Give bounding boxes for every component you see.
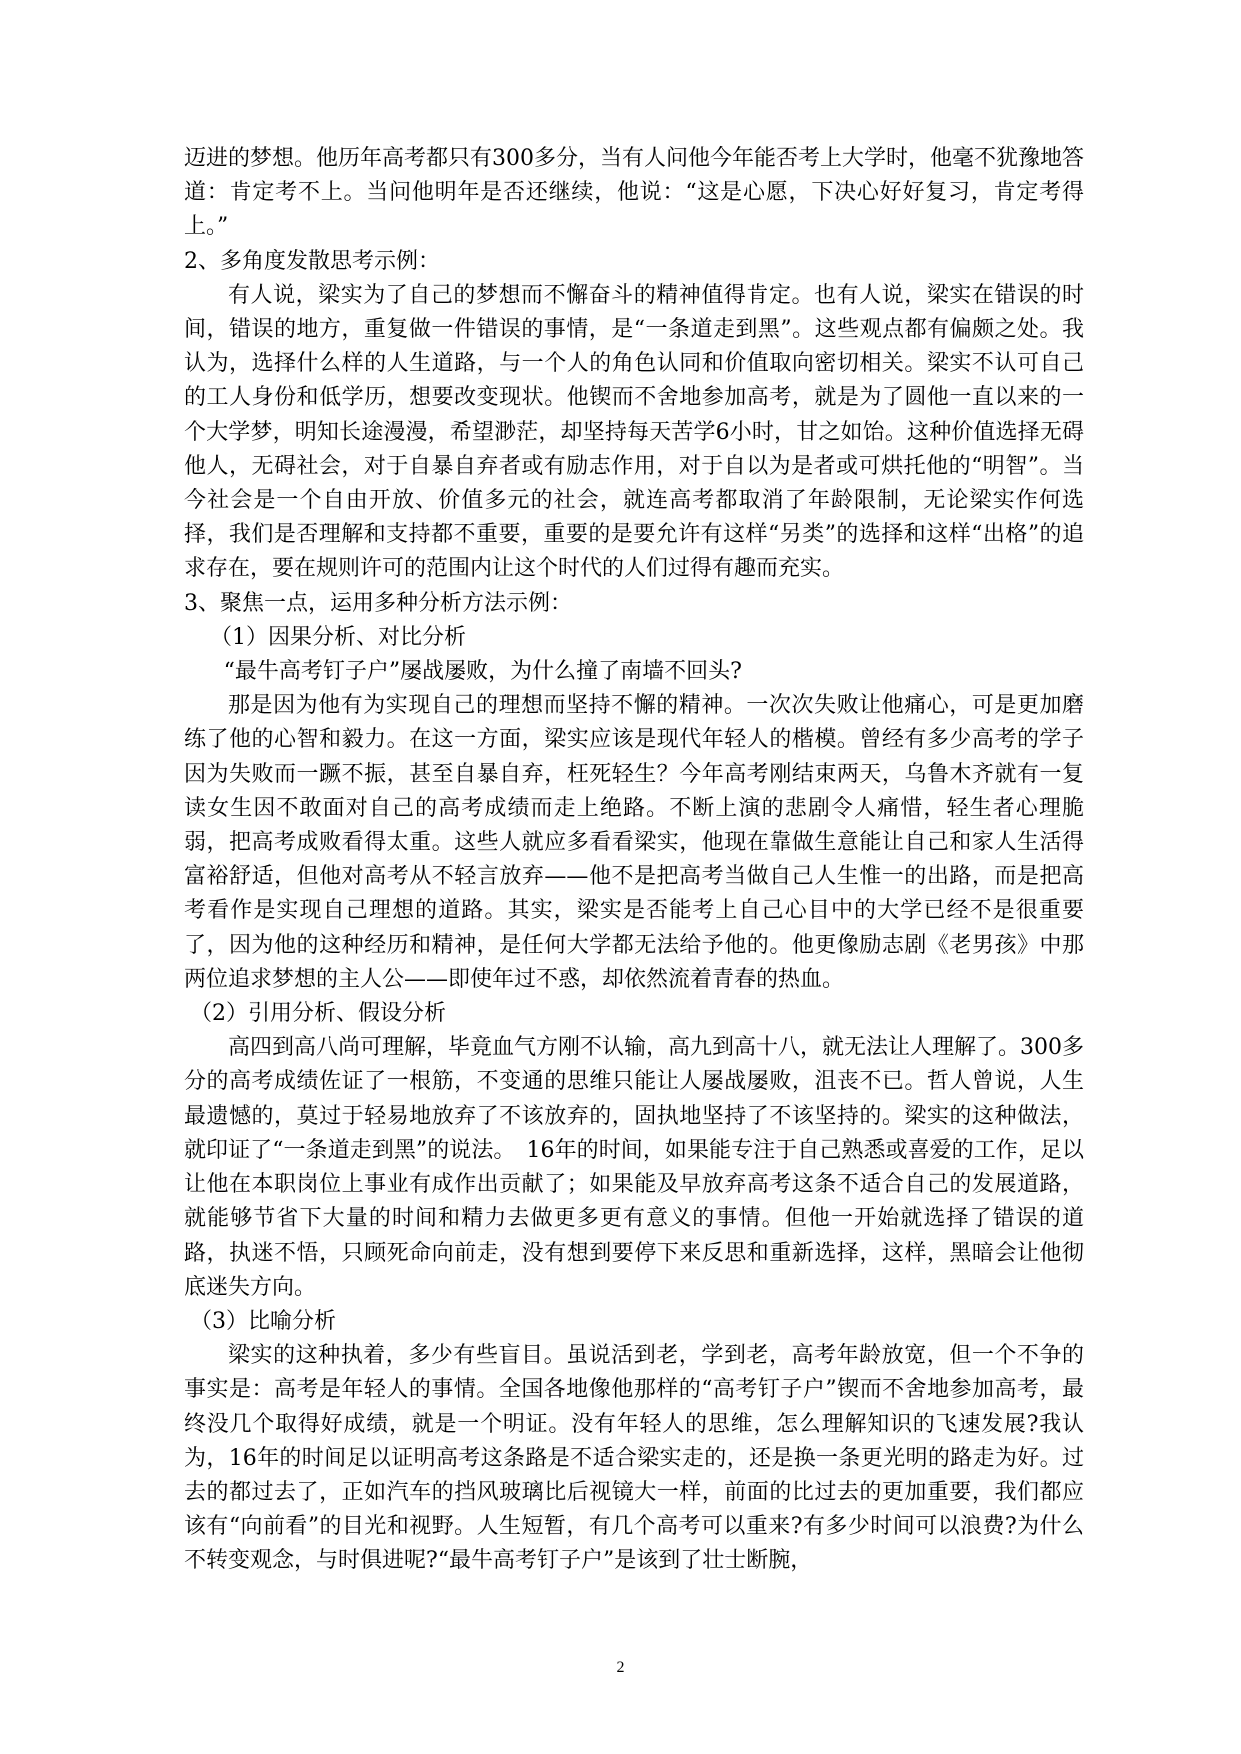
paragraph-continuation: 迈进的梦想。他历年高考都只有300多分，当有人问他今年能否考上大学时，他毫不犹豫地答道：肯定考不上。当问他明年是否还继续，他说：“这是心愿，下决心好好复习，肯定考得上。” bbox=[184, 146, 1085, 240]
paragraph-divergent-thinking: 有人说，梁实为了自己的梦想而不懈奋斗的精神值得肯定。也有人说，梁实在错误的时间，错误的地方，重复做一件错误的事情，是“一条道走到黑”。这些观点都有偏颇之处。我认为，选择什么样的人生道路，与一个人的角色认同和价值取向密切相关。梁实不认可自己的工人身份和低学历，想要改变现状。他锲而不舍地参加高考，就是为了圆他一直以来的一个大学梦，明知长途漫漫，希望渺茫，却坚持每天苦学6小时，甘之如饴。这种价值选择无碍他人，无碍社会，对于自暴自弃者或有励志作用，对于自以为是者或可烘托他的“明智”。当今社会是一个自由开放、价值多元的社会，就连高考都取消了年龄限制，无论梁实作何选择，我们是否理解和支持都不重要，重要的是要允许有这样“另类”的选择和这样“出格”的追求存在，要在规则许可的范围内让这个时代的人们过得有趣而充实。 bbox=[184, 282, 1084, 582]
section-heading-2: 2、多角度发散思考示例： bbox=[184, 248, 440, 274]
paragraph-question: “最牛高考钉子户”屡战屡败，为什么撞了南墙不回头? bbox=[223, 659, 742, 685]
page-number: 2 bbox=[616, 1659, 625, 1676]
paragraph-metaphor: 梁实的这种执着，多少有些盲目。虽说活到老，学到老，高考年龄放宽，但一个不争的事实是：高考是年轻人的事情。全国各地像他那样的“高考钉子户”锲而不舍地参加高考，最终没几个取得好成绩，就是一个明证。没有年轻人的思维，怎么理解知识的飞速发展?我认为，16年的时间足以证明高考这条路是不适合梁实走的，还是换一条更光明的路走为好。过去的都过去了，正如汽车的挡风玻璃比后视镜大一样，前面的比过去的更加重要，我们都应该有“向前看”的目光和视野。人生短暂，有几个高考可以重来?有多少时间可以浪费?为什么不转变观念，与时俱进呢?“最牛高考钉子户”是该到了壮士断腕， bbox=[184, 1343, 1084, 1574]
paragraph-cause-effect: 那是因为他有为实现自己的理想而坚持不懈的精神。一次次失败让他痛心，可是更加磨练了他的心智和毅力。在这一方面，梁实应该是现代年轻人的楷模。曾经有多少高考的学子因为失败而一蹶不振，甚至自暴自弃，枉死轻生？今年高考刚结束两天，乌鲁木齐就有一复读女生因不敢面对自己的高考成绩而走上绝路。不断上演的悲剧令人痛惜，轻生者心理脆弱，把高考成败看得太重。这些人就应多看看梁实，他现在靠做生意能让自己和家人生活得富裕舒适，但他对高考从不轻言放弃——他不是把高考当做自己人生惟一的出路，而是把高考看作是实现自己理想的道路。其实，梁实是否能考上自己心目中的大学已经不是很重要了，因为他的这种经历和精神，是任何大学都无法给予他的。他更像励志剧《老男孩》中那两位追求梦想的主人公——即使年过不惑，却依然流着青春的热血。 bbox=[184, 693, 1084, 992]
subheading-3-1: （1）因果分析、对比分析 bbox=[210, 624, 466, 650]
section-heading-3: 3、聚焦一点，运用多种分析方法示例： bbox=[184, 590, 572, 616]
paragraph-citation-hypothesis: 高四到高八尚可理解，毕竟血气方刚不认输，高九到高十八，就无法让人理解了。300多分的高考成绩佐证了一根筋，不变通的思维只能让人屡战屡败，沮丧不已。哲人曾说，人生最遗憾的，莫过于轻易地放弃了不该放弃的，固执地坚持了不该坚持的。梁实的这种做法，就印证了“一条道走到黑”的说法。 16年的时间，如果能专注于自己熟悉或喜爱的工作，足以让他在本职岗位上事业有成作出贡献了；如果能及早放弃高考这条不适合自己的发展道路，就能够节省下大量的时间和精力去做更多更有意义的事情。但他一开始就选择了错误的道路，执迷不悟，只顾死命向前走，没有想到要停下来反思和重新选择，这样，黑暗会让他彻底迷失方向。 bbox=[184, 1035, 1084, 1300]
document-body bbox=[184, 142, 1084, 1579]
subheading-3-3: （3）比喻分析 bbox=[190, 1308, 336, 1334]
subheading-3-2: （2）引用分析、假设分析 bbox=[190, 1001, 446, 1027]
